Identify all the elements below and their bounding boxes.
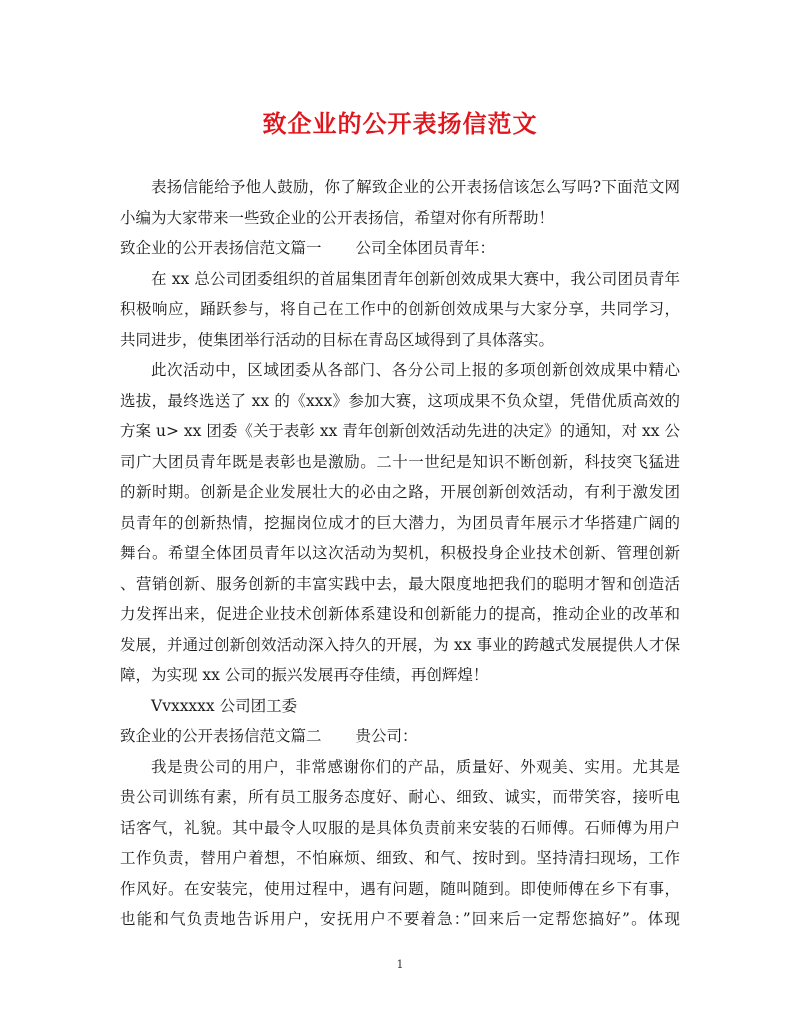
- paragraph-line: 的新时期。创新是企业发展壮大的必由之路，开展创新创效活动，有利于激发团: [120, 483, 680, 501]
- paragraph-line: 话客气，礼貌。其中最令人叹服的是具体负责前来安装的石师傅。石师傅为用户: [120, 818, 680, 837]
- section-heading-line: [120, 233, 680, 264]
- section-heading-line: [120, 721, 680, 752]
- paragraph-line: 力发挥出来，促进企业技术创新体系建设和创新能力的提高，推动企业的改革和: [120, 605, 680, 623]
- document-body: [120, 172, 680, 935]
- paragraph-line: 贵公司训练有素，所有员工服务态度好、耐心、细致、诚实，而带笑容，接听电: [120, 788, 680, 806]
- paragraph-line: 也能和气负责地告诉用户，安抚用户不要着急：”回来后一定帮您搞好”。体现: [120, 910, 680, 928]
- paragraph-line: 工作负责，替用户着想，不怕麻烦、细致、和气、按时到。坚持清扫现场，工作: [120, 849, 680, 867]
- intro-line: 表扬信能给予他人鼓励，你了解致企业的公开表扬信该怎么写吗?下面范文网: [151, 178, 680, 196]
- intro-line: 小编为大家带来一些致企业的公开表扬信，希望对你有所帮助！: [120, 208, 555, 227]
- paragraph-line: 我是贵公司的用户，非常感谢你们的产品，质量好、外观美、实用。尤其是: [151, 757, 680, 776]
- paragraph-line: 、营销创新、服务创新的丰富实践中去，最大限度地把我们的聪明才智和创造活: [120, 574, 680, 593]
- section-heading: 致企业的公开表扬信范文篇一: [120, 239, 322, 257]
- paragraph-line: 司广大团员青年既是表彰也是激励。二十一世纪是知识不断创新，科技突飞猛进: [120, 452, 680, 471]
- document-title: 致企业的公开表扬信范文: [262, 109, 538, 138]
- paragraph-line: 积极响应，踊跃参与，将自己在工作中的创新创效成果与大家分享，共同学习，: [120, 300, 680, 318]
- page-number: 1: [396, 958, 404, 971]
- signature: Vvxxxxx 公司团工委: [151, 696, 298, 715]
- section-heading: 致企业的公开表扬信范文篇二: [120, 727, 322, 745]
- salutation: 公司全体团员青年：: [355, 239, 496, 257]
- salutation: 贵公司：: [355, 727, 418, 745]
- paragraph-line: 共同进步，使集团举行活动的目标在青岛区域得到了具体落实。: [120, 330, 555, 349]
- paragraph-line: 障，为实现 xx 公司的振兴发展再夺佳绩，再创辉煌！: [120, 666, 489, 684]
- paragraph-line: 此次活动中，区域团委从各部门、各分公司上报的多项创新创效成果中精心: [151, 361, 680, 379]
- paragraph-line: 在 xx 总公司团委组织的首届集团青年创新创效成果大赛中，我公司团员青年: [151, 269, 680, 288]
- paragraph-line: 方案 u> xx 团委《关于表彰 xx 青年创新创效活动先进的决定》的通知，对 xx 公: [120, 422, 680, 440]
- paragraph-line: 舞台。希望全体团员青年以这次活动为契机，积极投身企业技术创新、管理创新: [120, 544, 680, 562]
- paragraph-line: 员青年的创新热情，挖掘岗位成才的巨大潜力，为团员青年展示才华搭建广阔的: [120, 513, 680, 532]
- paragraph-line: 选拔，最终选送了 xx 的《xxx》参加大赛，这项成果不负众望，凭借优质高效的: [120, 391, 680, 410]
- paragraph-line: 作风好。在安装完，使用过程中，遇有问题，随叫随到。即使师傅在乡下有事，: [120, 879, 680, 898]
- paragraph-line: 发展，并通过创新创效活动深入持久的开展，为 xx 事业的跨越式发展提供人才保: [120, 635, 680, 654]
